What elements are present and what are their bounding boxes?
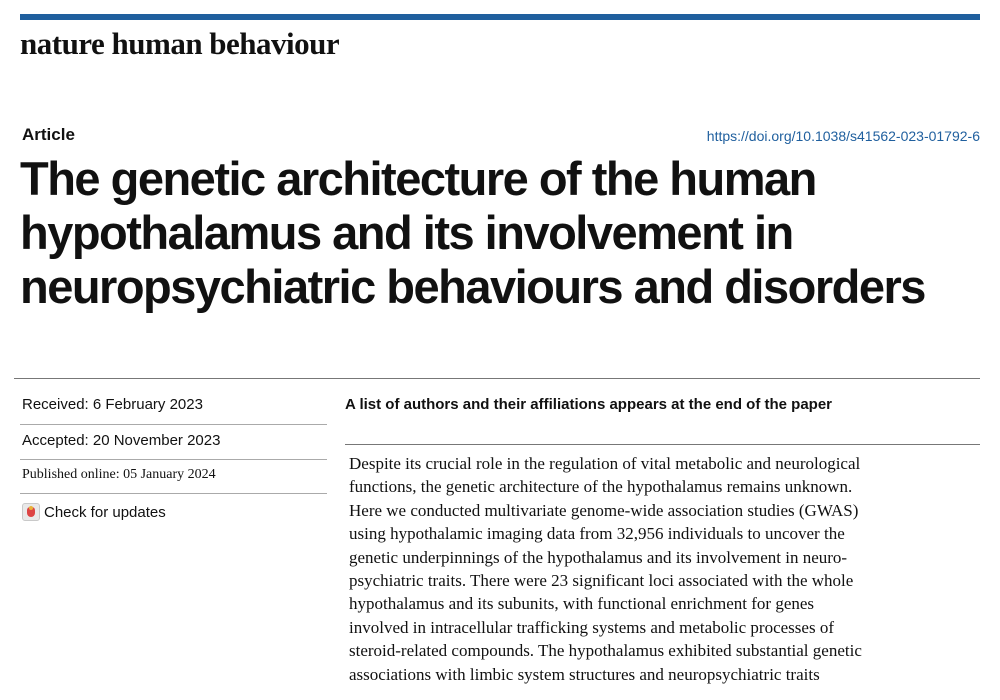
title-line: neuropsychiatric behaviours and disorders: [20, 260, 925, 313]
doi-link[interactable]: https://doi.org/10.1038/s41562-023-01792-6: [706, 128, 980, 144]
title-line: The genetic architecture of the human: [20, 152, 816, 205]
check-updates-button[interactable]: [22, 503, 166, 521]
article-type-label: Article: [22, 125, 75, 144]
meta-divider: [20, 459, 327, 460]
abstract-line: associations with limbic system structures and neuropsychiatric traits: [349, 664, 820, 684]
journal-name: nature human behaviour: [20, 26, 340, 61]
abstract-divider: [345, 444, 980, 445]
abstract-line: steroid-related compounds. The hypothalamus exhibited substantial genetic: [349, 641, 862, 661]
abstract-line: involved in intracellular trafficking systems and metabolic processes of: [349, 617, 834, 637]
abstract-line: functions, the genetic architecture of the hypothalamus remains unknown.: [349, 477, 853, 497]
abstract-line: using hypothalamic imaging data from 32,956 individuals to uncover the: [349, 524, 845, 544]
abstract-line: Here we conducted multivariate genome-wide association studies (GWAS): [349, 500, 859, 520]
journal-top-rule: [20, 14, 980, 20]
check-updates-label: Check for updates: [44, 503, 166, 521]
received-date: Received: 6 February 2023: [22, 396, 203, 413]
accepted-date: Accepted: 20 November 2023: [22, 432, 221, 449]
abstract-line: genetic underpinnings of the hypothalamus and its involvement in neuro-: [349, 547, 848, 567]
published-date: Published online: 05 January 2024: [22, 467, 216, 482]
abstract-line: psychiatric traits. There were 23 significant loci associated with the whole: [349, 571, 854, 591]
abstract-line: hypothalamus and its subunits, with functional enrichment for genes: [349, 594, 815, 614]
meta-divider: [20, 424, 327, 425]
crossmark-icon: [22, 503, 40, 521]
meta-divider: [20, 493, 327, 494]
authors-affiliations-note: A list of authors and their affiliations appears at the end of the paper: [345, 396, 833, 413]
abstract-line: Despite its crucial role in the regulation of vital metabolic and neurological: [349, 454, 861, 473]
article-title: [20, 152, 980, 314]
section-divider: [14, 378, 980, 379]
abstract: [349, 452, 969, 686]
title-line: hypothalamus and its involvement in: [20, 206, 793, 259]
